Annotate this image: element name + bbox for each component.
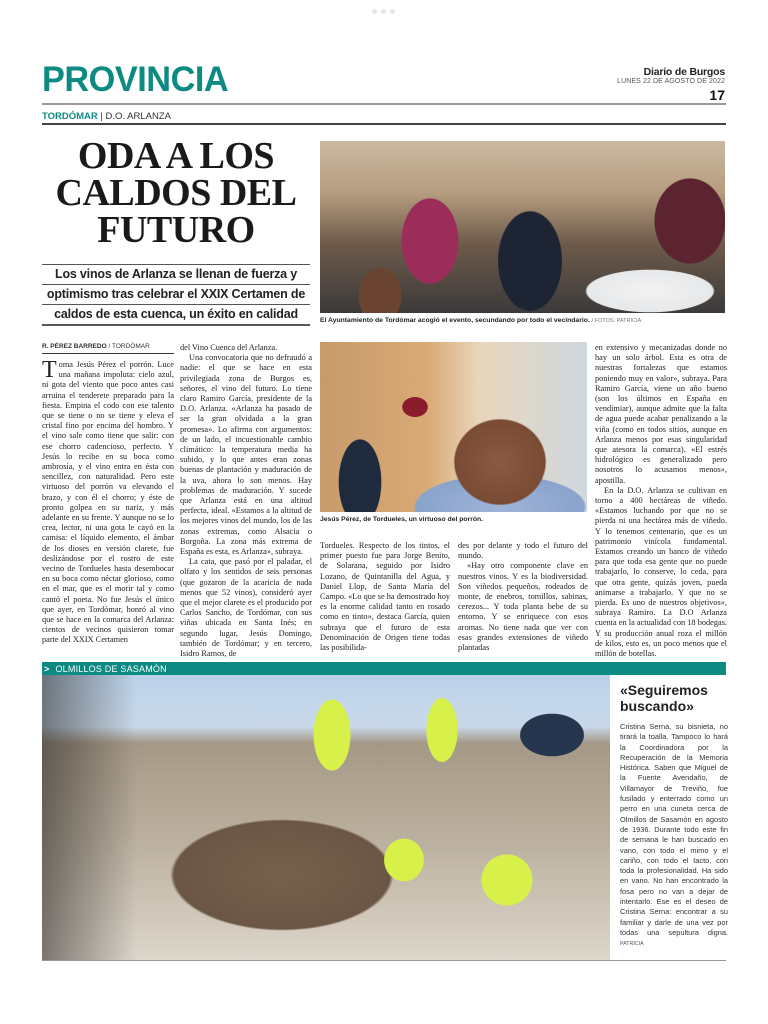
article-column-1	[42, 357, 174, 646]
band-label-text: OLMILLOS DE SASAMÓN	[55, 663, 167, 674]
photo-caption-middle: Jesús Pérez, de Tordueles, un virtuoso del porrón.	[320, 516, 484, 523]
kicker-topic: D.O. ARLANZA	[105, 111, 171, 122]
kicker-separator: |	[100, 111, 106, 122]
caption-text: El Ayuntamiento de Tordómar acogió el evento, secundando por todo el vecindario.	[320, 317, 590, 324]
newspaper-name: Diario de Burgos	[643, 66, 725, 78]
subhead-line: Los vinos de Arlanza se llenan de fuerza y	[42, 264, 310, 284]
article-paragraph: en extensivo y mecanizadas donde no hay un solo árbol. Esta es otra de nuestras fortalezas que estamos poniendo muy en valor», subraya. Para Ramiro García, viene un año bueno (son los últimos en España en vendimiar), aunque admite que la falta de agua puede acabar penalizando a la viña (como en todos sitios, aunque en Arlanza menos por esas singularidad que atesora la comarca). «El estrés hidrológico es generalizado pero nosotros lo acusamos menos», apostilla.	[595, 343, 727, 485]
header-divider	[42, 103, 726, 105]
article-column-2	[180, 343, 312, 659]
secondary-section-label	[42, 662, 167, 675]
article-column-5	[595, 343, 727, 659]
issue-date: LUNES 22 DE AGOSTO DE 2022	[617, 78, 725, 85]
article-column-4	[458, 541, 588, 653]
masthead	[617, 66, 725, 103]
photo-excavation-site	[42, 675, 610, 960]
byline-separator: /	[108, 343, 112, 350]
secondary-headline: «Seguiremos buscando»	[620, 682, 708, 714]
photo-credit: / FOTOS: PATRICIA	[591, 318, 642, 324]
section-title: PROVINCIA	[42, 60, 229, 99]
kicker	[42, 111, 171, 122]
photo-credit: PATRICIA	[620, 941, 644, 948]
page-number: 17	[709, 87, 725, 103]
subhead-line: caldos de esta cuenca, un éxito en calidad	[42, 304, 310, 326]
kicker-place: TORDÓMAR	[42, 111, 98, 122]
byline-author: R. PÉREZ BARREDO	[42, 343, 107, 350]
window-drag-handle[interactable]	[372, 9, 396, 15]
article-paragraph: Una convocatoria que no defraudó a nadie: el que se hace en esta privilegiada zona de Burgos es, señores, el vino del futuro. Lo tiene claro Ramiro García, presidente de la D.O. Arlanza. «Arlanza ha pasado de ser la gran olvidada a la gran promesa». Lo afirma con argumentos: de un lado, el incuestionable cambio climático: la temperatura media ha subido, y lo que antes eran zonas buenas de plantación y maduración de la uva, ahora lo son menos. Hay problemas de maduración. Y sucede que Arlanza está en una altitud perfecta, ideal. «Estamos a la altitud de los mejores vinos del mundo, los de las zonas extremas, como Alsacia o Borgoña. La zona más extrema de España es esta, es Arlanza», subraya.	[180, 353, 312, 557]
article-paragraph: La cata, que pasó por el paladar, el olfato y los sentidos de seis personas (que gozaron de la acaricia de nada menos que 52 vinos), consideró ayer que el mejor clarete es el producido por Carlos Sancho, de Tordómar, con sus viñas ubicada en Santa Inés; en segundo lugar, Jesús Domingo, también de Tordómar; y en tercero, Isidro Ramos, de	[180, 557, 312, 659]
article-paragraph: Tordueles. Respecto de los tintos, el primer puesto fue para Jorge Benito, de Solarana, seguido por Isidro Lozano, de Quintanilla del Agua, y Daniel Llop, de Santa María del Campo. «Lo que se ha demostrado hoy es la enorme calidad tanto en rosado como en tinto», destaca García, quien subraya que el futuro de esta Denominación de Origen tiene todas las posibilida-	[320, 541, 450, 653]
article-paragraph: «Hay otro componente clave en nuestros vinos. Y es la biodiversidad. Son viñedos pequeños, rodeados de monte, de enebros, tomillos, sabinas, cerezos... Y toda planta bebe de su entorno. Y se enriquece con esos aromas. No tiene nada que ver con esas grandes extensiones de viñedo plantadas	[458, 561, 588, 653]
drop-cap: T	[42, 357, 57, 383]
secondary-body-text: Cristina Serna, su bisnieta, no tirará la toalla. Tampoco lo hará la Coordinadora por la Recuperación de la Memoria Histórica. Saben que Miguel de la Fuente Avendaño, de Villamayor de Treviño, fue fusilado y enterrado como un perro en una cuneta cerca de Olmillos de Sasamón en agosto de 1936. Durante todo este fin de semana le han buscado en vano, con todo el mimo y el cariño, con todo el tacto, con toda la profesionalidad. Ha sido en vano. No han encontrado la fosa pero no van a dejar de intentarlo. Ese es el deseo de Cristina Serna: encontrar a su familiar y darle de una vez por todas una sepultura digna.	[620, 722, 728, 937]
kicker-divider	[42, 123, 726, 125]
article-paragraph: En la D.O. Arlanza se cultivan en torno a 400 hectáreas de viñedo. «Estamos luchando por que no se pierda ni una hectárea más de viñedo. Y lo tenemos centenario, que es un patrimonio vinícola fundamental. Estamos creando un banco de viñedo para que toda esa gente que no puede trabajarlo, lo conserve, lo ceda, para que otra gente, quizás joven, pueda animarse a trabajarlo. Y que no se pierda. Es uno de nuestros objetivos», subraya Ramiro. La D.O Arlanza cuenta en la actualidad con 18 bodegas. Y su producción anual roza el millón de kilos, esto es, un poco menos que el millón de botellas.	[595, 485, 727, 659]
subhead-line: optimismo tras celebrar el XXIX Certamen de	[42, 284, 310, 304]
article-paragraph: Toma Jesús Pérez el porrón. Luce una mañana impoluta: cielo azul, ni gota del viento que poco antes casi arruina el tenderete preparado para la fiesta. Empina el codo con ese talento que se tiene o no se tiene y eleva el cristal fino por encima del hombro. Y el vino sale como tiene que salir: con ese chorro cadencioso, perfecto. Y Jesús lo recibe en su boca como ambrosía, y el vino entra en ésta con sencillez, con naturalidad. Pero este virtuoso del porrón va elevando el brazo, y con él el chorro; y éste de pronto golpea en su nariz, y más adelante en su frente. Y aunque no se lo crea, lector, ni una gota le cayó en la camisa: el líquido elemento, el ámbar de los dioses en versión clarete, fue deslizándose por el rostro de este vecino de Tordueles hasta desembocar en su boca como néctar glorioso, como en el mar, que es el morir tal y como cantó el poeta. No fue Jesús el único que ayer, en Tordómar, honró al vino que se hace en la comarca del Arlanza: cientos de vecinos quisieron tomar parte del XXIX Certamen	[42, 357, 174, 645]
secondary-body	[620, 722, 728, 950]
article-headline: ODA A LOS CALDOS DEL FUTURO	[55, 135, 297, 251]
photo-caption-top	[320, 317, 641, 324]
byline	[42, 343, 174, 354]
chevron-right-icon: >	[44, 663, 50, 674]
article-paragraph: del Vino Cuenca del Arlanza.	[180, 343, 278, 352]
footer-divider	[42, 960, 726, 961]
photo-crowd-wine-tasting	[320, 141, 725, 313]
photo-porron-drinker	[320, 342, 587, 512]
byline-place: TORDÓMAR	[111, 343, 150, 350]
photo-shadow	[42, 675, 137, 960]
article-column-3	[320, 541, 450, 653]
article-subhead	[42, 264, 310, 326]
article-paragraph: des por delante y todo el futuro del mundo.	[458, 541, 588, 561]
secondary-section-band	[42, 662, 726, 675]
